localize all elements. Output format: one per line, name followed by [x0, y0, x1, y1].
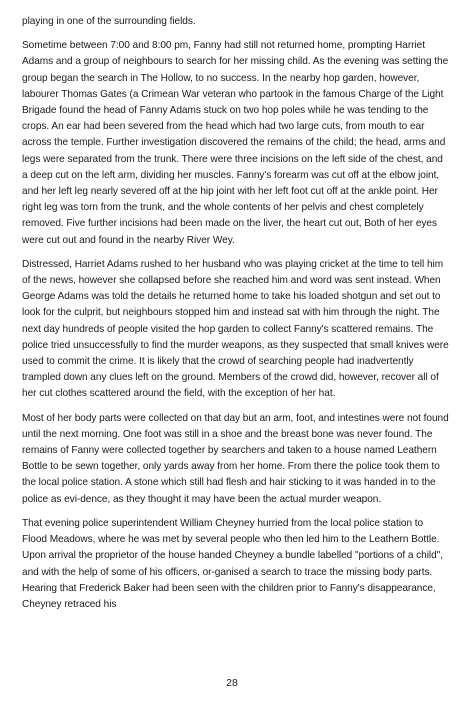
paragraph-search-discovery: Sometime between 7:00 and 8:00 pm, Fanny had still not returned home, prompting Harriet Adams and a group of neighbours to search for her missing child. As the evening was setting the group began the search in The Hollow, to no success. In the nearby hop garden, however, labourer Thomas Gates (a Crimean War veteran who partook in the famous Charge of the Light Brigade found the head of Fanny Adams stuck on two hop poles while he was tending to the crops. An ear had been severed from the head which had two large cuts, from mouth to ear across the temple. Further investigation discovered the remains of the child; the head, arms and legs were separated from the trunk. There were three incisions on the left side of the chest, and a deep cut on the left arm, dividing her muscles. Fanny's forearm was cut off at the elbow joint, and her left leg nearly severed off at the hip joint with her left foot cut off at the ankle point. Her right leg was torn from the trunk, and the whole contents of her pelvis and chest completely removed. Five further incisions had been made on the liver, the heart cut out, Both of her eyes were cut out and found in the nearby River Wey. — [22, 40, 449, 246]
paragraph-police-search: That evening police superintendent William Cheyney hurried from the local police station to Flood Meadows, where he was met by several people who then led him to the Leathern Bottle. Upon arrival the proprietor of the house handed Cheyney a bundle labelled "portions of a child", and with the help of some of his officers, or-ganised a search to trace the missing body parts. Hearing that Frederick Baker had been seen with the children prior to Fanny's disappearance, Cheyney retraced his — [22, 517, 443, 610]
page-number: 28 — [226, 677, 238, 689]
paragraph-continuation: playing in one of the surrounding fields. — [22, 16, 196, 27]
paragraph-body-parts: Most of her body parts were collected on that day but an arm, foot, and intestines were not found until the next morning. One foot was still in a shoe and the breast bone was never found. The remains of Fanny were collected together by searchers and taken to a house named Leathern Bottle to be sewn together, only yards away from her home. From there the police took them to the local police station. A stone which still had flesh and hair sticking to it was handed in to the police as evi-dence, as they thought it may have been the actual murder weapon. — [22, 412, 449, 505]
paragraph-parents-news: Distressed, Harriet Adams rushed to her husband who was playing cricket at the time to tell him of the news, however she collapsed before she reached him and word was sent instead. When George Adams was told the details he returned home to take his loaded shotgun and set out to look for the culprit, but neighbours stopped him and instead sat with him through the night. The next day hundreds of people visited the hop garden to collect Fanny's scattered remains. The police tried unsuccessfully to find the murder weapons, as they suspected that small knives were used to commit the crime. It is likely that the crowd of searching people had inadvertently trampled down any clues left on the ground. Members of the crowd did, however, recover all of her cut clothes scattered around the field, with the exception of her hat. — [22, 258, 449, 400]
